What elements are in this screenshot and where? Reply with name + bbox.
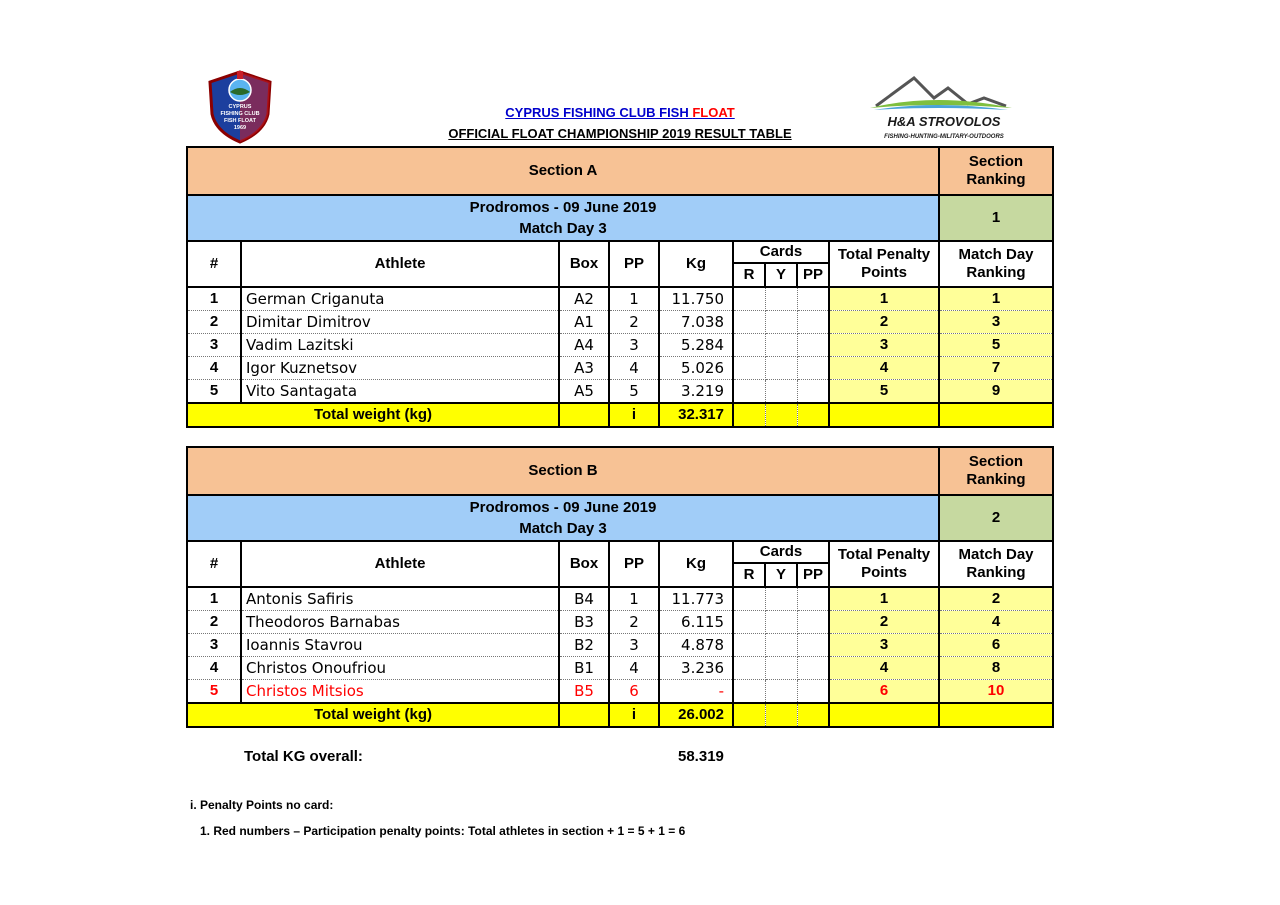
- row-number: 4: [187, 357, 241, 380]
- card-y-cell: [765, 311, 797, 334]
- col-athlete-header: Athlete: [241, 541, 559, 587]
- total-penalty-empty: [829, 403, 939, 427]
- total-row: [187, 403, 1053, 427]
- pp-cell: 6: [609, 680, 659, 704]
- sponsor-logo: [856, 72, 1032, 144]
- row-number: 1: [187, 587, 241, 611]
- card-pp-cell: [797, 680, 829, 704]
- card-r-cell: [733, 587, 765, 611]
- card-pp-cell: [797, 311, 829, 334]
- total-weight-label: Total weight (kg): [187, 703, 559, 727]
- table-row: [187, 357, 1053, 380]
- col-pp-header: PP: [609, 541, 659, 587]
- total-weight-label: Total weight (kg): [187, 403, 559, 427]
- card-r-cell: [733, 611, 765, 634]
- col-mdr-line1: Match Day: [958, 546, 1034, 563]
- kg-cell: -: [659, 680, 733, 704]
- col-card-pp-header: PP: [797, 563, 829, 587]
- section-title: Section B: [187, 447, 939, 495]
- box-cell: A2: [559, 287, 609, 311]
- table-row: [187, 334, 1053, 357]
- athlete-name: Ioannis Stavrou: [241, 634, 559, 657]
- col-pp-header: PP: [609, 241, 659, 287]
- match-info: [187, 195, 939, 241]
- match-day-ranking-cell: 5: [939, 334, 1053, 357]
- table-row: [187, 611, 1053, 634]
- overall-value: 58.319: [678, 748, 724, 765]
- kg-cell: 4.878: [659, 634, 733, 657]
- total-ranking-empty: [939, 403, 1053, 427]
- box-cell: B2: [559, 634, 609, 657]
- total-penalty-cell: 5: [829, 380, 939, 404]
- match-day-ranking-cell: 8: [939, 657, 1053, 680]
- col-cards-header: Cards: [733, 241, 829, 263]
- total-card-pp: [797, 403, 829, 427]
- card-y-cell: [765, 657, 797, 680]
- card-pp-cell: [797, 587, 829, 611]
- col-mdr-header: [939, 241, 1053, 287]
- box-cell: A1: [559, 311, 609, 334]
- col-box-header: Box: [559, 541, 609, 587]
- box-cell: A4: [559, 334, 609, 357]
- pp-cell: 1: [609, 587, 659, 611]
- table-row: [187, 311, 1053, 334]
- card-y-cell: [765, 680, 797, 704]
- box-cell: A3: [559, 357, 609, 380]
- kg-cell: 3.219: [659, 380, 733, 404]
- svg-text:CYPRUS: CYPRUS: [228, 104, 252, 110]
- total-card-r: [733, 703, 765, 727]
- col-tpp-line2: Points: [861, 264, 907, 281]
- row-number: 3: [187, 334, 241, 357]
- section-ranking-header: [939, 147, 1053, 195]
- card-pp-cell: [797, 357, 829, 380]
- total-penalty-cell: 4: [829, 357, 939, 380]
- col-kg-header: Kg: [659, 241, 733, 287]
- total-box-cell: [559, 703, 609, 727]
- svg-text:1969: 1969: [233, 125, 247, 131]
- card-pp-cell: [797, 287, 829, 311]
- col-card-y-header: Y: [765, 563, 797, 587]
- total-card-y: [765, 703, 797, 727]
- col-kg-header: Kg: [659, 541, 733, 587]
- match-day-ranking-cell: 2: [939, 587, 1053, 611]
- col-card-y-header: Y: [765, 263, 797, 287]
- athlete-name: Antonis Safiris: [241, 587, 559, 611]
- table-row: [187, 287, 1053, 311]
- col-mdr-line2: Ranking: [966, 564, 1026, 581]
- section-ranking-label-1: Section: [968, 153, 1024, 170]
- athlete-name: Theodoros Barnabas: [241, 611, 559, 634]
- table-row: [187, 380, 1053, 404]
- card-pp-cell: [797, 334, 829, 357]
- kg-cell: 5.026: [659, 357, 733, 380]
- svg-text:H&A STROVOLOS: H&A STROVOLOS: [887, 114, 1001, 129]
- total-penalty-cell: 3: [829, 634, 939, 657]
- card-r-cell: [733, 380, 765, 404]
- championship-subtitle: OFFICIAL FLOAT CHAMPIONSHIP 2019 RESULT TABLE: [448, 126, 792, 141]
- card-pp-cell: [797, 611, 829, 634]
- total-ranking-empty: [939, 703, 1053, 727]
- col-card-pp-header: PP: [797, 263, 829, 287]
- total-penalty-cell: 1: [829, 287, 939, 311]
- section-table: [186, 446, 1054, 728]
- card-y-cell: [765, 611, 797, 634]
- pp-cell: 3: [609, 334, 659, 357]
- pp-cell: 5: [609, 380, 659, 404]
- total-penalty-cell: 3: [829, 334, 939, 357]
- card-r-cell: [733, 287, 765, 311]
- total-note-marker: i: [609, 403, 659, 427]
- kg-cell: 5.284: [659, 334, 733, 357]
- col-athlete-header: Athlete: [241, 241, 559, 287]
- svg-text:FISHING-HUNTING-MILITARY-OUTDO: FISHING-HUNTING-MILITARY-OUTDOORS: [884, 134, 1004, 140]
- table-row: [187, 657, 1053, 680]
- pp-cell: 2: [609, 611, 659, 634]
- total-card-pp: [797, 703, 829, 727]
- total-penalty-cell: 1: [829, 587, 939, 611]
- row-number: 4: [187, 657, 241, 680]
- box-cell: B3: [559, 611, 609, 634]
- col-num-header: #: [187, 541, 241, 587]
- col-mdr-line1: Match Day: [958, 246, 1034, 263]
- card-r-cell: [733, 357, 765, 380]
- row-number: 5: [187, 680, 241, 704]
- match-info: [187, 495, 939, 541]
- col-tpp-line2: Points: [861, 564, 907, 581]
- section-title: Section A: [187, 147, 939, 195]
- col-mdr-line2: Ranking: [966, 264, 1026, 281]
- card-r-cell: [733, 680, 765, 704]
- title-highlight: FLOAT: [692, 105, 735, 120]
- card-r-cell: [733, 334, 765, 357]
- athlete-name: Vadim Lazitski: [241, 334, 559, 357]
- championship-title: [440, 105, 800, 120]
- row-number: 5: [187, 380, 241, 404]
- athlete-name: Christos Mitsios: [241, 680, 559, 704]
- kg-cell: 11.750: [659, 287, 733, 311]
- card-y-cell: [765, 634, 797, 657]
- total-note-marker: i: [609, 703, 659, 727]
- card-y-cell: [765, 334, 797, 357]
- match-date: Prodromos - 09 June 2019: [469, 199, 657, 216]
- box-cell: B5: [559, 680, 609, 704]
- athlete-name: Dimitar Dimitrov: [241, 311, 559, 334]
- card-r-cell: [733, 634, 765, 657]
- kg-cell: 6.115: [659, 611, 733, 634]
- section-ranking-header: [939, 447, 1053, 495]
- match-day-ranking-cell: 7: [939, 357, 1053, 380]
- title-prefix: CYPRUS FISHING CLUB FISH: [505, 105, 693, 120]
- section-rank-value: 2: [939, 495, 1053, 541]
- box-cell: A5: [559, 380, 609, 404]
- athlete-name: Igor Kuznetsov: [241, 357, 559, 380]
- penalty-note-item: 1. Red numbers – Participation penalty points: Total athletes in section + 1 = 5 + 1 = 6: [200, 824, 686, 838]
- card-pp-cell: [797, 657, 829, 680]
- row-number: 3: [187, 634, 241, 657]
- section-ranking-label-1: Section: [968, 453, 1024, 470]
- col-tpp-header: [829, 241, 939, 287]
- pp-cell: 3: [609, 634, 659, 657]
- pp-cell: 4: [609, 357, 659, 380]
- card-y-cell: [765, 587, 797, 611]
- table-row: [187, 680, 1053, 704]
- section-ranking-label-2: Ranking: [966, 471, 1026, 488]
- col-num-header: #: [187, 241, 241, 287]
- card-pp-cell: [797, 380, 829, 404]
- athlete-name: German Criganuta: [241, 287, 559, 311]
- total-penalty-cell: 6: [829, 680, 939, 704]
- col-box-header: Box: [559, 241, 609, 287]
- box-cell: B4: [559, 587, 609, 611]
- match-day-ranking-cell: 6: [939, 634, 1053, 657]
- match-day-ranking-cell: 3: [939, 311, 1053, 334]
- table-row: [187, 634, 1053, 657]
- svg-text:FISHING CLUB: FISHING CLUB: [220, 111, 260, 117]
- col-card-r-header: R: [733, 263, 765, 287]
- total-penalty-cell: 4: [829, 657, 939, 680]
- match-date: Prodromos - 09 June 2019: [469, 499, 657, 516]
- match-day: Match Day 3: [519, 220, 607, 237]
- match-day: Match Day 3: [519, 520, 607, 537]
- total-weight-value: 26.002: [659, 703, 733, 727]
- section-rank-value: 1: [939, 195, 1053, 241]
- total-card-r: [733, 403, 765, 427]
- total-penalty-cell: 2: [829, 611, 939, 634]
- col-tpp-line1: Total Penalty: [837, 246, 931, 263]
- total-penalty-empty: [829, 703, 939, 727]
- card-y-cell: [765, 357, 797, 380]
- athlete-name: Vito Santagata: [241, 380, 559, 404]
- match-day-ranking-cell: 1: [939, 287, 1053, 311]
- total-card-y: [765, 403, 797, 427]
- section-ranking-label-2: Ranking: [966, 171, 1026, 188]
- col-tpp-header: [829, 541, 939, 587]
- col-mdr-header: [939, 541, 1053, 587]
- card-pp-cell: [797, 634, 829, 657]
- kg-cell: 11.773: [659, 587, 733, 611]
- athlete-name: Christos Onoufriou: [241, 657, 559, 680]
- row-number: 2: [187, 311, 241, 334]
- pp-cell: 1: [609, 287, 659, 311]
- row-number: 1: [187, 287, 241, 311]
- total-row: [187, 703, 1053, 727]
- card-r-cell: [733, 657, 765, 680]
- penalty-note-heading: i. Penalty Points no card:: [190, 798, 334, 812]
- col-tpp-line1: Total Penalty: [837, 546, 931, 563]
- svg-text:FISH FLOAT: FISH FLOAT: [224, 118, 256, 124]
- card-r-cell: [733, 311, 765, 334]
- box-cell: B1: [559, 657, 609, 680]
- card-y-cell: [765, 287, 797, 311]
- total-box-cell: [559, 403, 609, 427]
- table-row: [187, 587, 1053, 611]
- col-cards-header: Cards: [733, 541, 829, 563]
- pp-cell: 2: [609, 311, 659, 334]
- total-penalty-cell: 2: [829, 311, 939, 334]
- match-day-ranking-cell: 9: [939, 380, 1053, 404]
- card-y-cell: [765, 380, 797, 404]
- kg-cell: 7.038: [659, 311, 733, 334]
- row-number: 2: [187, 611, 241, 634]
- kg-cell: 3.236: [659, 657, 733, 680]
- club-logo: [204, 68, 276, 144]
- overall-label: Total KG overall:: [244, 748, 363, 765]
- pp-cell: 4: [609, 657, 659, 680]
- match-day-ranking-cell: 10: [939, 680, 1053, 704]
- section-table: [186, 146, 1054, 428]
- total-weight-value: 32.317: [659, 403, 733, 427]
- col-card-r-header: R: [733, 563, 765, 587]
- match-day-ranking-cell: 4: [939, 611, 1053, 634]
